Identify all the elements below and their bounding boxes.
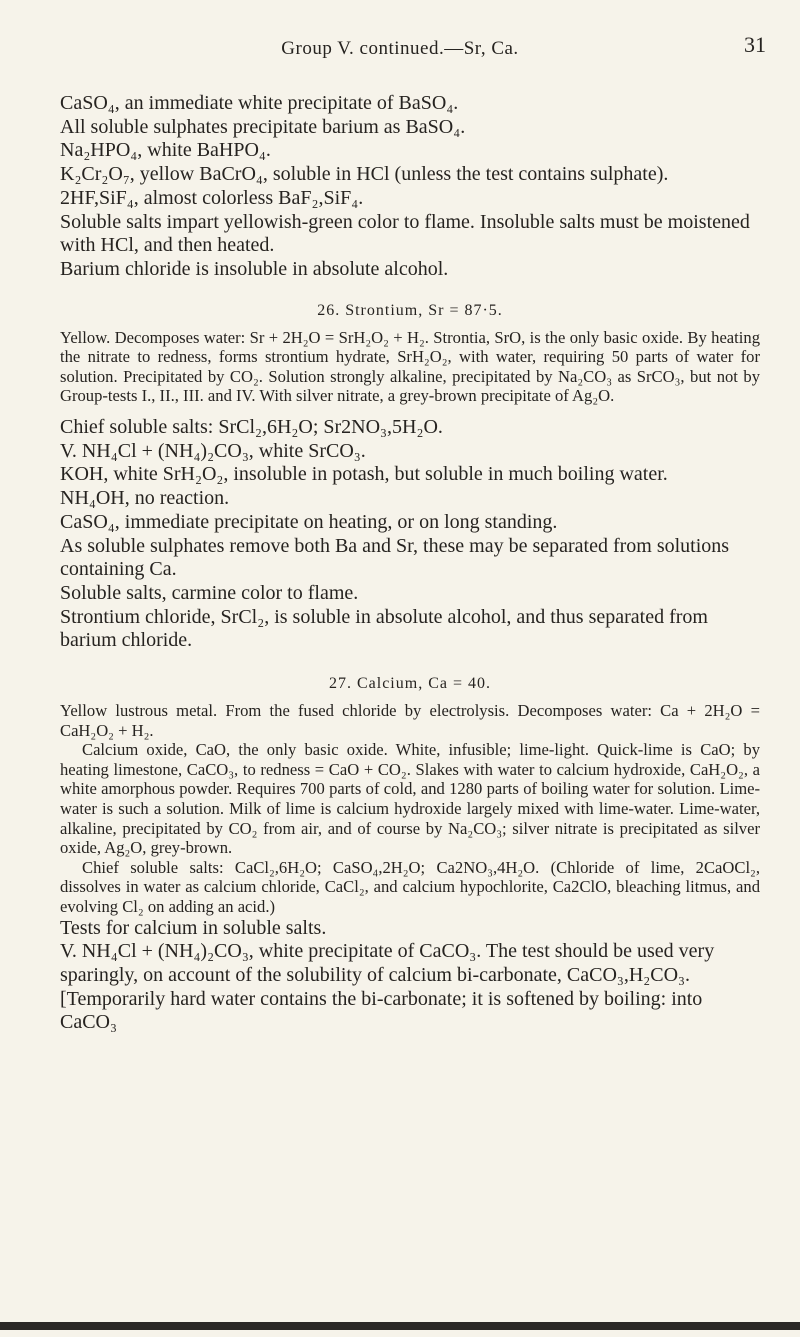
calcium-tests xyxy=(60,917,760,1036)
page-number: 31 xyxy=(744,32,766,57)
calcium-heading: 27. Calcium, Ca = 40. xyxy=(328,675,491,693)
strontium-heading: 26. Strontium, Sr = 87·5. xyxy=(317,301,503,319)
test-line: Chief soluble salts: SrCl₂,6H₂O; Sr2NO₃,5H₂O. xyxy=(60,416,443,438)
page-body xyxy=(60,92,760,1035)
calcium-description xyxy=(60,701,760,917)
test-line: Na₂HPO₄, white BaHPO₄. xyxy=(60,139,271,162)
test-line: CaSO₄, an immediate white precipitate of BaSO₄. xyxy=(60,92,459,114)
test-line: KOH, white SrH₂O₂, insoluble in potash, but soluble in much boiling water. xyxy=(60,463,668,486)
test-line: 2HF,SiF₄, almost colorless BaF₂,SiF₄. xyxy=(60,186,364,209)
test-line: NH₄OH, no reaction. xyxy=(60,487,230,510)
test-line: Soluble salts impart yellowish-green color to flame. Insoluble salts must be moistened with HCl, and then heated. xyxy=(60,210,750,257)
paragraph: Yellow lustrous metal. From the fused chloride by electrolysis. Decomposes water: Ca + 2H₂O = CaH₂O₂ + H₂. xyxy=(60,701,760,740)
test-line: V. NH₄Cl + (NH₄)₂CO₃, white SrCO₃. xyxy=(60,439,366,462)
test-line: Strontium chloride, SrCl₂, is soluble in absolute alcohol, and thus separated from barium chloride. xyxy=(60,605,708,652)
test-line: Barium chloride is insoluble in absolute alcohol. xyxy=(60,257,449,280)
test-line: K₂Cr₂O₇, yellow BaCrO₄, soluble in HCl (unless the test contains sulphate). xyxy=(60,163,669,186)
running-head: Group V. continued.—Sr, Ca. xyxy=(281,38,519,59)
tests-heading: Tests for calcium in soluble salts. xyxy=(60,916,327,939)
strontium-tests xyxy=(60,416,760,653)
test-line: Soluble salts, carmine color to flame. xyxy=(60,581,359,604)
paragraph: Calcium oxide, CaO, the only basic oxide. White, infusible; lime-light. Quick-lime is CaO; by heating limestone, CaCO₃, to redness = CaO + CO₂. Slakes with water to calcium hydroxide, CaH₂O₂, a white amorphous powder. Requires 700 parts of cold, and 1280 parts of boiling water for solution. Lime-water is such a solution. Milk of lime is calcium hydroxide largely mixed with lime-water. Lime-water, alkaline, precipitated by CO₂ from air, and of course by Na₂CO₃; silver nitrate is precipitated as silver oxide, Ag₂O, grey-brown. xyxy=(60,740,760,858)
paragraph: Yellow. Decomposes water: Sr + 2H₂O = SrH₂O₂ + H₂. Strontia, SrO, is the only basic oxide. By heating the nitrate to redness, forms strontium hydrate, SrH₂O₂, with water, requiring 50 parts of water for solution. Precipitated by CO₂. Solution strongly alkaline, precipitated by Na₂CO₃ as SrCO₃, but not by Group-tests I., II., III. and IV. With silver nitrate, a grey-brown precipitate of Ag₂O. xyxy=(60,327,760,406)
test-line: All soluble sulphates precipitate barium as BaSO₄. xyxy=(60,115,466,138)
strontium-description xyxy=(60,328,760,406)
barium-tests xyxy=(60,92,760,282)
test-line: V. NH₄Cl + (NH₄)₂CO₃, white precipitate of CaCO₃. The test should be used very sparingly, on account of the solubility of calcium bi-carbonate, CaCO₃,H₂CO₃. [Temporarily hard water contains the bi-carbonate; it is softened by boiling: into CaCO₃ xyxy=(60,940,715,1034)
test-line: CaSO₄, immediate precipitate on heating, or on long standing. xyxy=(60,510,558,533)
page-header xyxy=(0,32,800,68)
page-bottom-edge xyxy=(0,1322,800,1330)
test-line: As soluble sulphates remove both Ba and Sr, these may be separated from solutions containing Ca. xyxy=(60,534,730,581)
paragraph: Chief soluble salts: CaCl₂,6H₂O; CaSO₄,2H₂O; Ca2NO₃,4H₂O. (Chloride of lime, 2CaOCl₂, dissolves in water as calcium chloride, CaCl₂, and calcium hypochlorite, Ca2ClO, bleaching litmus, and evolving Cl₂ on adding an acid.) xyxy=(60,857,760,916)
